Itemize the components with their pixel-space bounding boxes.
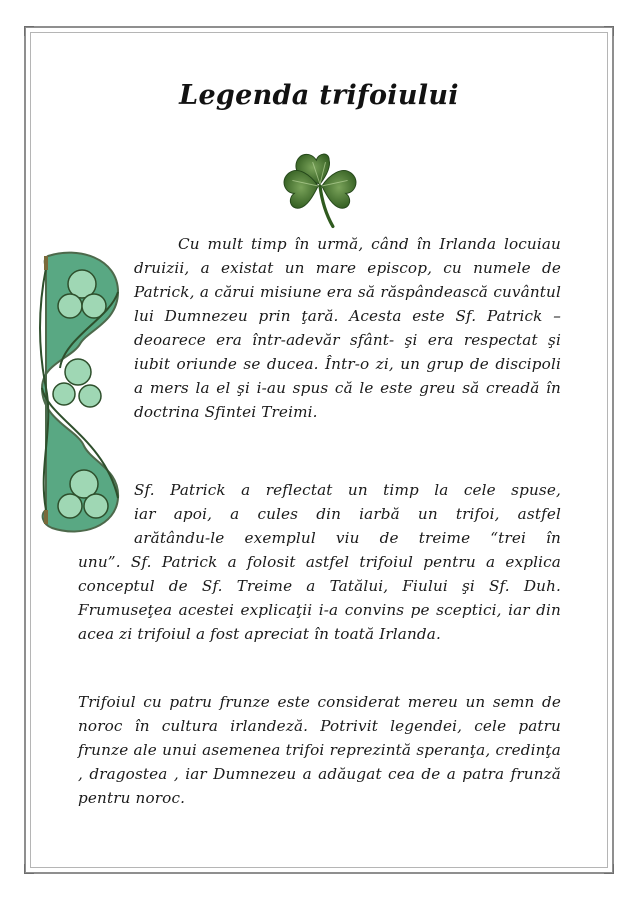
paragraph-legend-intro: Cu mult timp în urmă, când în Irlanda locuiau druizii, a existat un mare episcop, cu numele de Patrick, a cărui misiune era să răspândească cuvântul lui Dumnezeu prin ţară. Acesta este Sf. Patrick – deoarece era într-adevăr sfânt- şi era respectat şi iubit oriunde se ducea. Într-o zi, un grup de discipoli a mers la el şi i-au spus că le este greu să creadă în doctrina Sfintei Treimi. [134, 235, 561, 421]
corner-ornament-bottom-right [604, 864, 614, 874]
paragraph-patrick-line-1: Sf. Patrick a reflectat un timp la cele spuse, [134, 481, 561, 499]
celtic-knot-icon [34, 248, 126, 536]
corner-ornament-bottom-left [24, 864, 34, 874]
shamrock-icon [274, 140, 366, 232]
paragraph-four-leaf-clover: Trifoiul cu patru frunze este considerat mereu un semn de noroc în cultura irlandeză. Potrivit legendei, cele patru frunze ale unui asemenea trifoi reprezintă speranţa, credinţa , dragostea , iar Dumnezeu a adăugat cea de a patra frunză pentru noroc. [78, 693, 561, 807]
corner-ornament-top-left [24, 26, 34, 36]
paragraph-patrick-line-2: iar apoi, a cules din iarbă un trifoi, astfel [134, 505, 561, 523]
page-title: Legenda trifoiului [179, 80, 459, 111]
corner-ornament-top-right [604, 26, 614, 36]
paragraph-patrick-explanation: unu”. Sf. Patrick a folosit astfel trifoiul pentru a explica conceptul de Sf. Treime a Tatălui, Fiului şi Sf. Duh. Frumuseţea acestei explicaţii i-a convins pe sceptici, iar din acea zi trifoiul a fost apreciat în toată Irlanda. [78, 553, 561, 643]
paragraph-patrick-lines-top [134, 478, 561, 550]
paragraph-patrick-line-3: arătându-le exemplul viu de treime “trei în [134, 529, 561, 547]
